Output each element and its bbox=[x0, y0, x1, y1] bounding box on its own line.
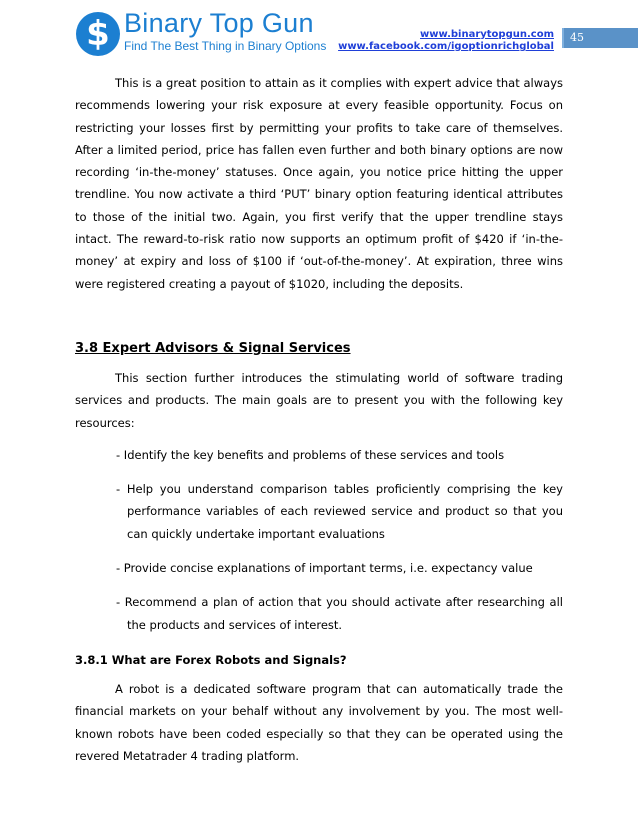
logo-title: Binary Top Gun bbox=[124, 8, 314, 38]
section-paragraph: This section further introduces the stimulating world of software trading services and products. The main goals are to present you with the following key resources: bbox=[75, 370, 563, 430]
brand-logo bbox=[76, 8, 327, 58]
facebook-link[interactable]: www.facebook.com/igoptionrichglobal bbox=[338, 41, 554, 52]
list-item: - Provide concise explanations of important terms, i.e. expectancy value bbox=[116, 561, 533, 576]
list-item: - Recommend a plan of action that you should activate after researching all the products and services of interest. bbox=[116, 595, 563, 632]
website-link[interactable]: www.binarytopgun.com bbox=[420, 29, 554, 40]
section-heading: 3.8 Expert Advisors & Signal Services bbox=[75, 340, 351, 356]
page-content bbox=[75, 72, 563, 767]
logo-tagline: Find The Best Thing in Binary Options bbox=[124, 39, 327, 53]
subsection-heading: 3.8.1 What are Forex Robots and Signals? bbox=[75, 652, 347, 667]
key-resources-list bbox=[75, 444, 563, 636]
intro-paragraph: This is a great position to attain as it complies with expert advice that always recommends lowering your risk exposure at every feasible opportunity. Focus on restricting your losses first by permitting your profits to take care of themselves. After a limited period, price has fallen even further and both binary options are now recording ‘in-the-money’ statuses. Once again, you notice price hitting the upper trendline. You now activate a third ‘PUT’ binary option featuring identical attributes to those of the initial two. Again, you first verify that the upper trendline stays intact. The reward-to-risk ratio now supports an optimum profit of $420 if ‘in-the-money’ at expiry and loss of $100 if ‘out-of-the-money’. At expiration, three wins were registered creating a payout of $1020, including the deposits. bbox=[75, 76, 563, 291]
page-number: 45 bbox=[562, 28, 638, 48]
dollar-icon: $ bbox=[76, 12, 120, 56]
list-item: - Help you understand comparison tables proficiently comprising the key performance variables of each reviewed service and product so that you can quickly undertake important evaluations bbox=[116, 482, 563, 541]
subsection-paragraph: A robot is a dedicated software program that can automatically trade the financial markets on your behalf without any involvement by you. The most well-known robots have been coded especially so that they can be operated using the revered Metatrader 4 trading platform. bbox=[75, 681, 563, 763]
list-item: - Identify the key benefits and problems of these services and tools bbox=[116, 447, 505, 462]
header-links bbox=[338, 29, 554, 53]
page-header bbox=[0, 0, 638, 62]
